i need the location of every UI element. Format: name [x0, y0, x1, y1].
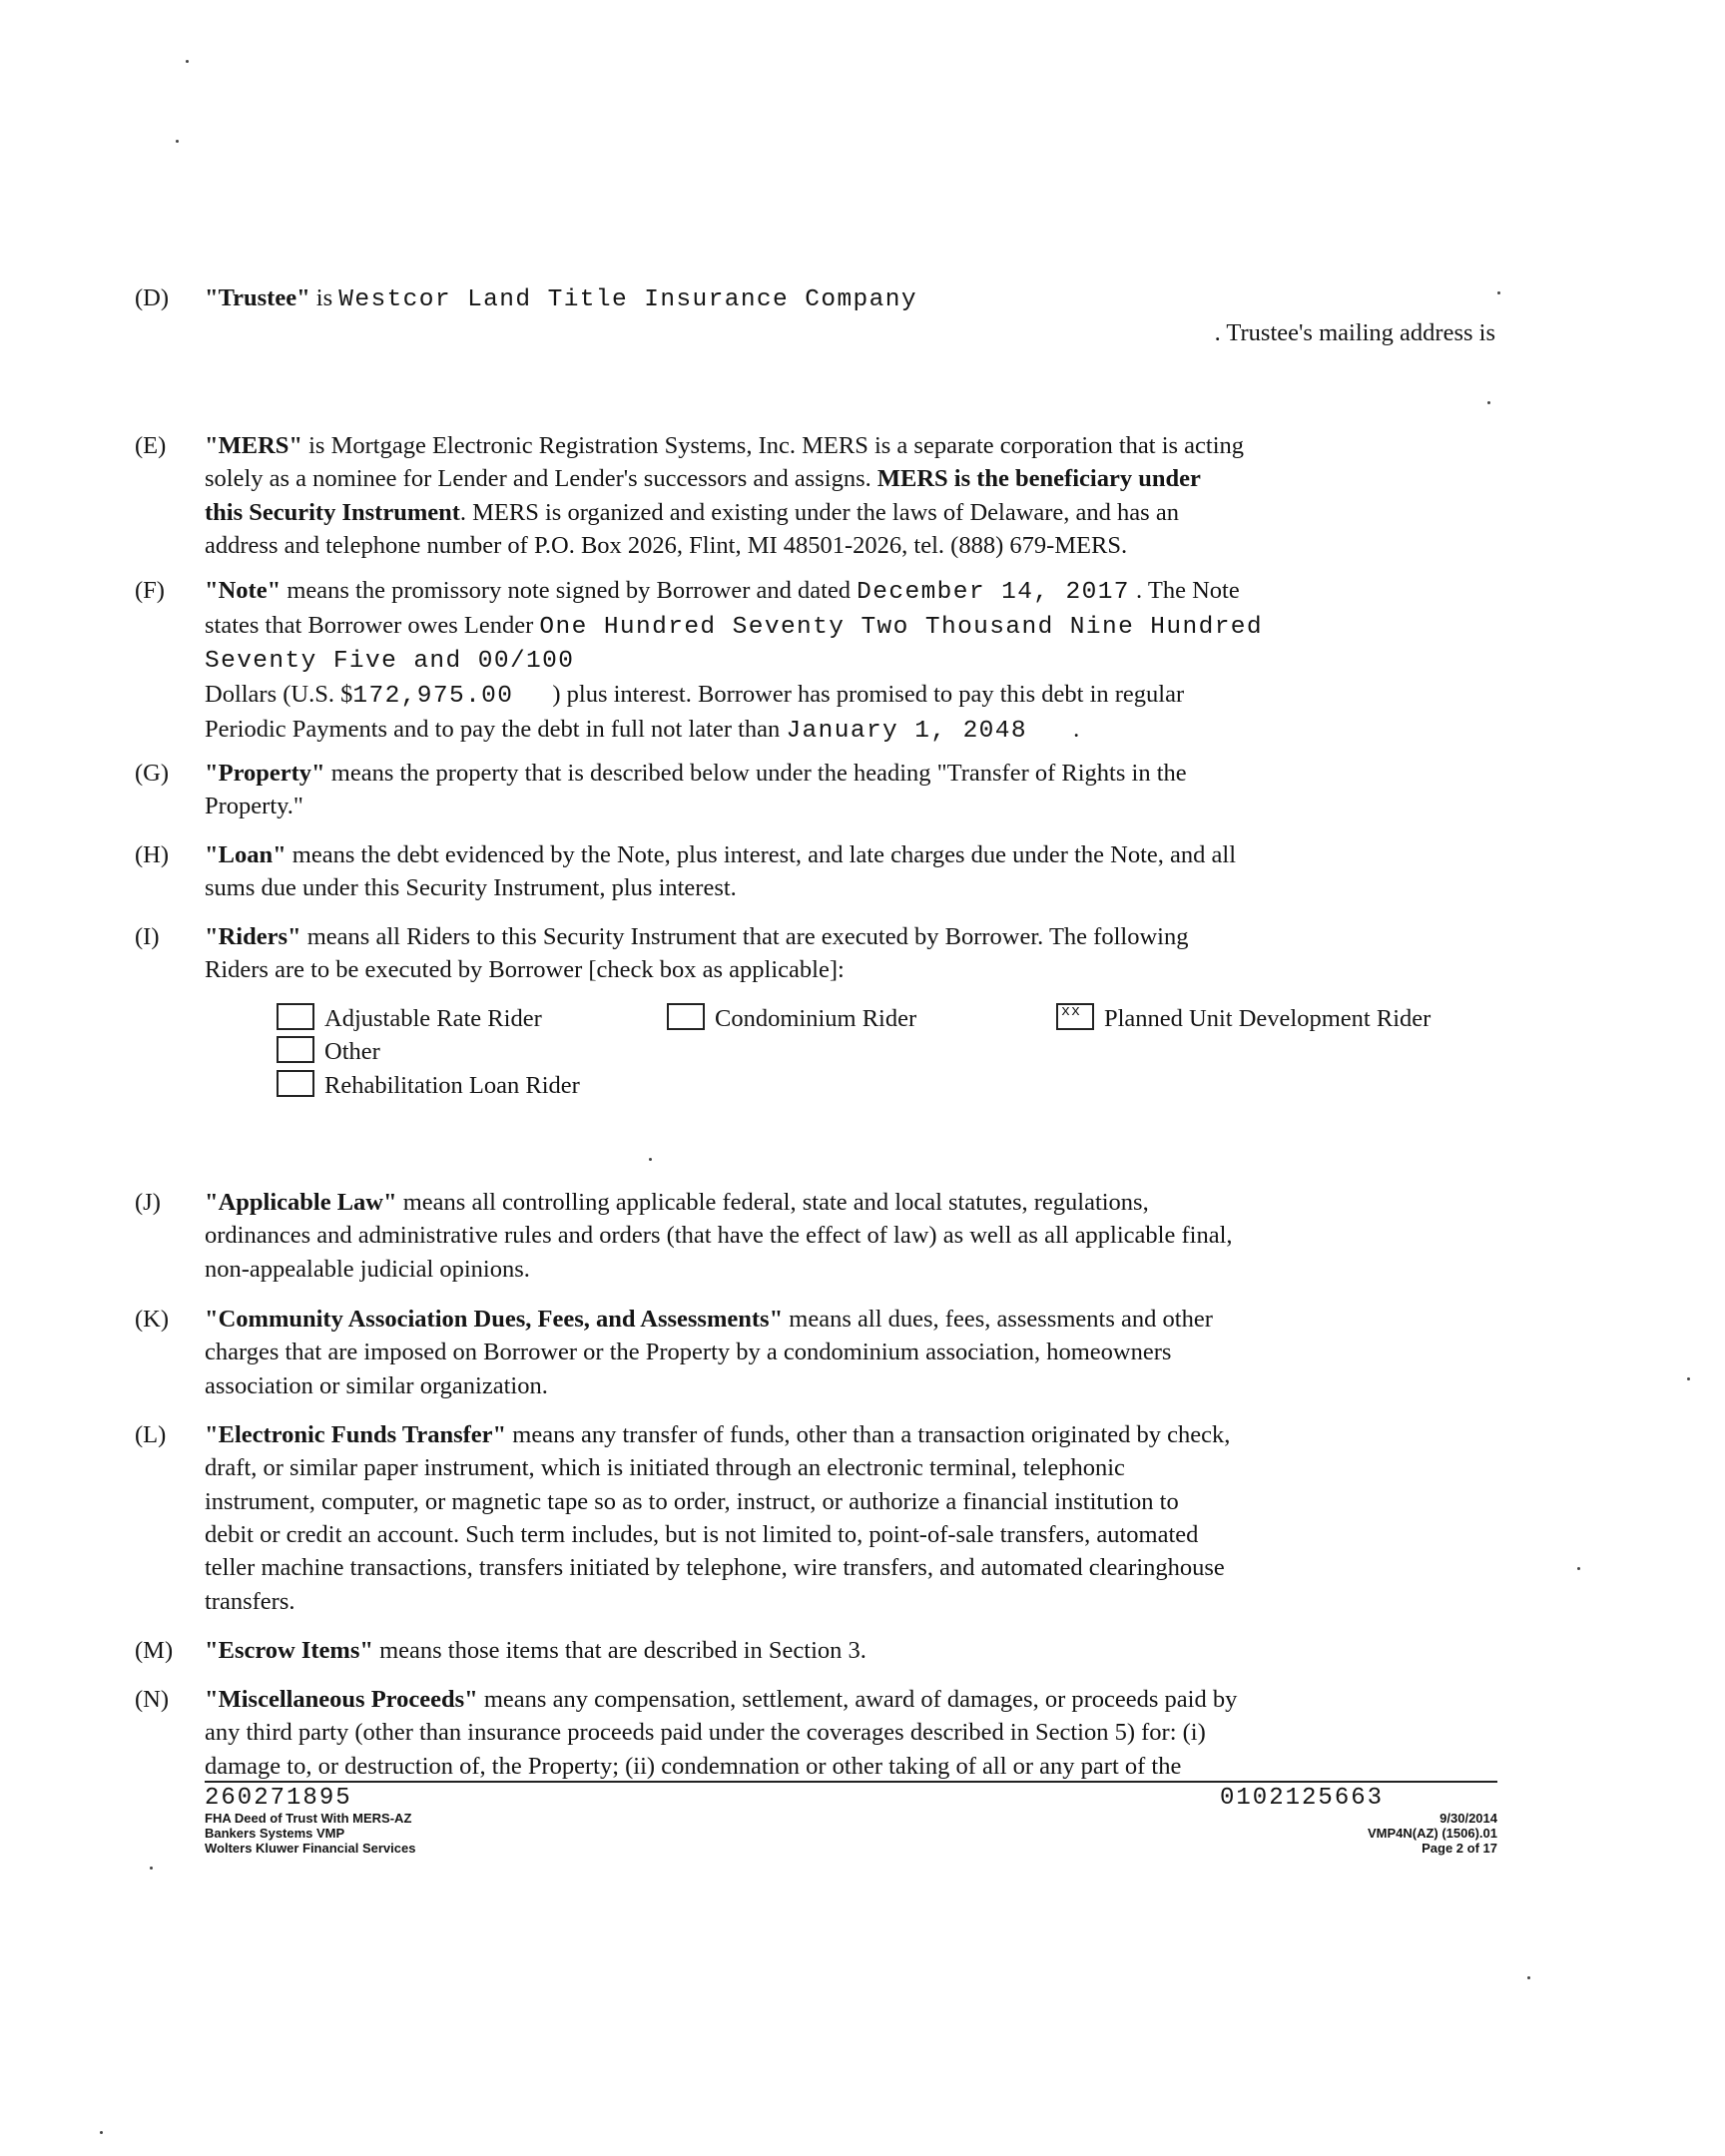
section-label: (H)	[135, 841, 170, 868]
scan-speck	[186, 60, 189, 63]
section-label: (J)	[135, 1189, 161, 1216]
text: any third party (other than insurance proceeds paid under the coverages described in Section 5) for: (i)	[205, 1719, 1206, 1747]
note-date: December 14, 2017	[857, 579, 1130, 606]
scan-speck	[100, 2131, 103, 2134]
section-l-electronic-funds-transfer	[135, 1418, 1495, 1618]
term-community-association: "Community Association Dues, Fees, and Assessments"	[205, 1306, 784, 1333]
maturity-date: January 1, 2048	[786, 718, 1027, 746]
scan-speck	[150, 1867, 153, 1870]
text: Riders are to be executed by Borrower [check box as applicable]:	[205, 956, 845, 984]
text: . MERS is organized and existing under the laws of Delaware, and has an	[459, 498, 1179, 526]
footer-company: Wolters Kluwer Financial Services	[205, 1840, 416, 1856]
text: means the property that is described below under the heading "Transfer of Rights in the	[324, 760, 1187, 787]
section-h-loan	[135, 838, 1495, 905]
rider-label: Condominium Rider	[715, 1005, 917, 1032]
footer-form-code: VMP4N(AZ) (1506).01	[1367, 1825, 1497, 1841]
security-instrument-text: this Security Instrument	[205, 498, 460, 526]
section-label: (K)	[135, 1306, 170, 1333]
adjustable-rate-checkbox[interactable]	[277, 1003, 314, 1030]
text: teller machine transactions, transfers initiated by telephone, wire transfers, and automated clearinghouse	[205, 1554, 1225, 1582]
text: transfers.	[205, 1587, 295, 1615]
text: instrument, computer, or magnetic tape so as to order, instruct, or authorize a financial institution to	[205, 1487, 1179, 1515]
rider-label: Other	[324, 1038, 380, 1065]
text: ) plus interest. Borrower has promised to pay this debt in regular	[552, 680, 1185, 708]
term-escrow-items: "Escrow Items"	[205, 1637, 373, 1664]
rider-other	[277, 1035, 380, 1068]
text: means those items that are described in Section 3.	[372, 1637, 866, 1664]
section-n-miscellaneous-proceeds	[135, 1683, 1495, 1783]
section-k-community-association	[135, 1303, 1495, 1402]
text: is	[309, 284, 339, 311]
section-f-note	[135, 574, 1495, 749]
scan-speck	[1527, 1976, 1530, 1979]
footer-doc-info	[205, 1812, 415, 1857]
footer-form-info	[1368, 1812, 1497, 1857]
text: means all controlling applicable federal, state and local statutes, regulations,	[396, 1189, 1149, 1216]
amount-words-cont: Seventy Five and 00/100	[205, 647, 575, 675]
text: .	[1066, 716, 1080, 744]
section-label: (G)	[135, 760, 170, 787]
mers-address: address and telephone number of P.O. Box 2026, Flint, MI 48501-2026, tel. (888) 679-MERS.	[205, 531, 1128, 559]
text: debit or credit an account. Such term includes, but is not limited to, point-of-sale transfers, automated	[205, 1520, 1199, 1548]
rider-rehabilitation-loan	[277, 1069, 580, 1102]
footer-doc-title: FHA Deed of Trust With MERS-AZ	[205, 1811, 412, 1826]
section-e-mers	[135, 429, 1495, 562]
scan-speck	[1487, 401, 1490, 404]
scan-speck	[649, 1158, 652, 1161]
condominium-checkbox[interactable]	[667, 1003, 705, 1030]
rider-planned-unit-development	[1056, 1002, 1431, 1035]
loan-amount: 172,975.00	[352, 682, 514, 710]
text: means the promissory note signed by Borrower and dated	[281, 577, 858, 604]
other-checkbox[interactable]	[277, 1036, 314, 1063]
text: Property."	[205, 793, 303, 820]
text: Dollars (U.S. $	[205, 680, 353, 708]
section-label: (N)	[135, 1686, 170, 1713]
amount-words: One Hundred Seventy Two Thousand Nine Hundred	[539, 614, 1264, 642]
footer-publisher: Bankers Systems VMP	[205, 1825, 345, 1841]
text: means all dues, fees, assessments and other	[783, 1306, 1213, 1333]
text: is Mortgage Electronic Registration Systems, Inc. MERS is a separate corporation that is acting	[302, 432, 1245, 459]
text: ordinances and administrative rules and orders (that have the effect of law) as well as all applicable final,	[205, 1222, 1233, 1250]
scan-speck	[1687, 1377, 1690, 1380]
text: means the debt evidenced by the Note, plus interest, and late charges due under the Note, and all	[286, 841, 1236, 868]
footer-form-date: 9/30/2014	[1439, 1811, 1497, 1826]
pud-checkbox[interactable]	[1056, 1003, 1094, 1030]
section-j-applicable-law	[135, 1186, 1495, 1286]
term-trustee: "Trustee"	[205, 284, 310, 311]
scan-speck	[1577, 1567, 1580, 1570]
rehabilitation-checkbox[interactable]	[277, 1070, 314, 1097]
rider-label: Rehabilitation Loan Rider	[324, 1072, 580, 1099]
text: Periodic Payments and to pay the debt in full not later than	[205, 716, 787, 744]
text: means all Riders to this Security Instrument that are executed by Borrower. The following	[300, 923, 1189, 950]
rider-adjustable-rate	[277, 1002, 542, 1035]
text: draft, or similar paper instrument, which is initiated through an electronic terminal, telephonic	[205, 1454, 1125, 1482]
term-property: "Property"	[205, 760, 325, 787]
text: sums due under this Security Instrument, plus interest.	[205, 874, 737, 902]
text: association or similar organization.	[205, 1371, 548, 1399]
text: damage to, or destruction of, the Property; (ii) condemnation or other taking of all or any part of the	[205, 1752, 1182, 1780]
section-label: (F)	[135, 577, 165, 604]
footer-loan-id: 260271895	[205, 1785, 352, 1812]
section-label: (L)	[135, 1421, 167, 1448]
footer-page-number: Page 2 of 17	[1422, 1840, 1497, 1856]
footer-case-number: 0102125663	[1220, 1785, 1385, 1812]
rider-condominium	[667, 1002, 916, 1035]
text: . The Note	[1129, 577, 1240, 604]
section-m-escrow-items	[135, 1634, 1495, 1667]
mers-beneficiary-text: MERS is the beneficiary under	[876, 465, 1201, 493]
section-label: (M)	[135, 1637, 174, 1664]
rider-label: Planned Unit Development Rider	[1104, 1005, 1432, 1032]
text: states that Borrower owes Lender	[205, 612, 540, 640]
term-loan: "Loan"	[205, 841, 287, 868]
term-electronic-funds-transfer: "Electronic Funds Transfer"	[205, 1421, 507, 1448]
trustee-mailing-text: . Trustee's mailing address is	[1214, 319, 1495, 347]
term-miscellaneous-proceeds: "Miscellaneous Proceeds"	[205, 1686, 478, 1713]
checkbox-mark: xx	[1061, 1003, 1082, 1020]
text: non-appealable judicial opinions.	[205, 1255, 530, 1283]
section-label: (I)	[135, 923, 160, 950]
term-applicable-law: "Applicable Law"	[205, 1189, 397, 1216]
scan-speck	[176, 140, 179, 143]
text: means any compensation, settlement, award of damages, or proceeds paid by	[477, 1686, 1238, 1713]
section-g-property	[135, 757, 1495, 823]
term-riders: "Riders"	[205, 923, 301, 950]
section-i-riders	[135, 920, 1495, 987]
term-mers: "MERS"	[205, 432, 302, 459]
scan-speck	[1497, 291, 1500, 294]
section-d-trustee	[135, 281, 1495, 350]
trustee-name: Westcor Land Title Insurance Company	[338, 286, 917, 313]
term-note: "Note"	[205, 577, 282, 604]
rider-label: Adjustable Rate Rider	[324, 1005, 542, 1032]
text: solely as a nominee for Lender and Lender's successors and assigns.	[205, 465, 877, 493]
text: charges that are imposed on Borrower or the Property by a condominium association, homeowners	[205, 1339, 1172, 1366]
section-label: (E)	[135, 432, 167, 459]
section-label: (D)	[135, 284, 170, 311]
text: means any transfer of funds, other than a transaction originated by check,	[506, 1421, 1231, 1448]
